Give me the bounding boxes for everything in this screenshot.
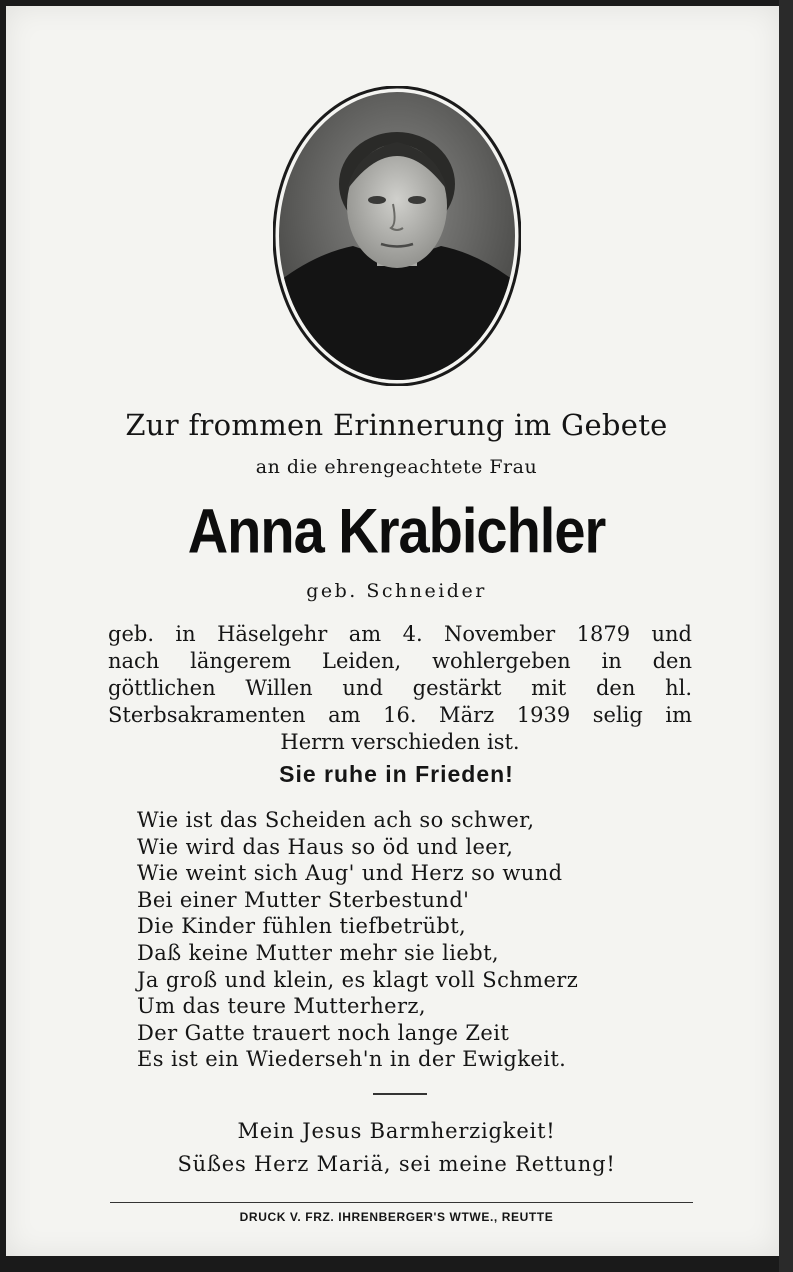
bio-line: geb. in Häselgehr am 4. November 1879 und xyxy=(108,622,692,646)
prayer-line-2: Süßes Herz Mariä, sei meine Rettung! xyxy=(177,1152,616,1176)
footer-divider xyxy=(110,1202,693,1203)
bio-line: göttlichen Willen und gestärkt mit den hl. xyxy=(108,676,692,700)
portrait-photo xyxy=(273,86,521,386)
deceased-name: Anna Krabichler xyxy=(187,495,606,566)
poem-line: Bei einer Mutter Sterbestund' xyxy=(137,887,470,912)
maiden-name: geb. Schneider xyxy=(306,580,487,602)
short-divider xyxy=(373,1093,427,1095)
prayer-line-1: Mein Jesus Barmherzigkeit! xyxy=(237,1119,556,1143)
intro-line: an die ehrengeachtete Frau xyxy=(255,456,538,478)
rest-in-peace: Sie ruhe in Frieden! xyxy=(279,761,514,787)
poem xyxy=(137,807,677,1073)
poem-line: Wie ist das Scheiden ach so schwer, xyxy=(137,808,535,832)
poem-line: Wie wird das Haus so öd und leer, xyxy=(137,834,514,859)
bio-line: Sterbsakramenten am 16. März 1939 selig im xyxy=(108,703,692,727)
printer-imprint: DRUCK V. FRZ. IHRENBERGER'S WTWE., REUTTE xyxy=(239,1210,554,1224)
poem-line: Um das teure Mutterherz, xyxy=(137,994,426,1019)
poem-line: Daß keine Mutter mehr sie liebt, xyxy=(137,940,499,965)
poem-line: Wie weint sich Aug' und Herz so wund xyxy=(137,861,563,886)
poem-line: Es ist ein Wiederseh'n in der Ewigkeit. xyxy=(137,1047,567,1072)
scan-edge xyxy=(779,0,793,1272)
poem-line: Ja groß und klein, es klagt voll Schmerz xyxy=(137,967,579,992)
bio-line: Herrn verschieden ist. xyxy=(280,730,520,754)
bio-line: nach längerem Leiden, wohlergeben in den xyxy=(108,649,692,673)
biography xyxy=(108,621,692,756)
poem-line: Der Gatte trauert noch lange Zeit xyxy=(137,1020,510,1045)
heading: Zur frommen Erinnerung im Gebete xyxy=(125,408,668,442)
poem-line: Die Kinder fühlen tiefbetrübt, xyxy=(137,914,467,939)
